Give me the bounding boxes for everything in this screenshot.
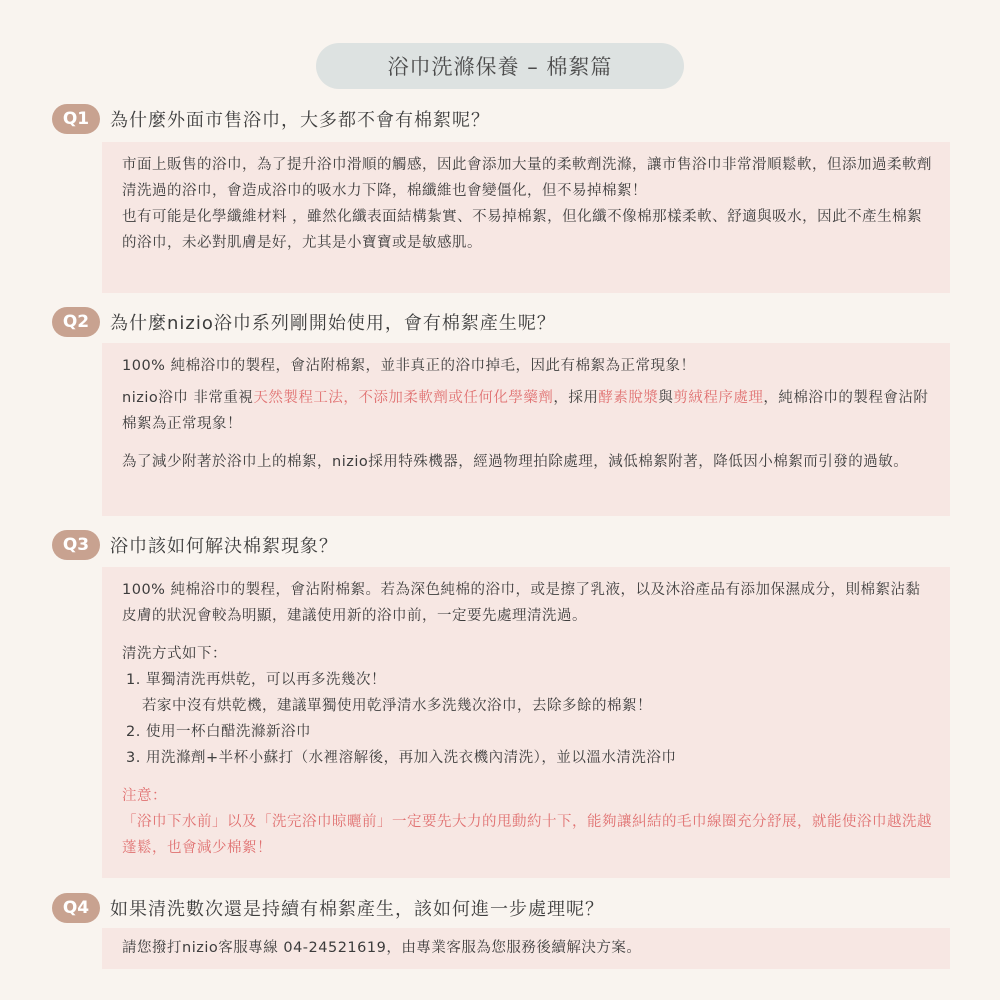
q2-paragraph-3: 為了減少附著於浴巾上的棉絮，nizio採用特殊機器，經過物理拍除處理，減低棉絮附著，降低因小棉絮而引發的過敏。 [122,454,909,470]
q2-p2-highlight-2: 酵素脫漿 [598,390,659,406]
q1-question: 為什麼外面市售浴巾，大多都不會有棉絮呢？ [110,110,490,131]
q2-question: 為什麼nizio浴巾系列剛開始使用，會有棉絮產生呢？ [110,313,556,334]
question-3 [52,528,338,562]
q1-paragraph-2: 也有可能是化學纖維材料 ，雖然化纖表面結構紮實、不易掉棉絮，但化纖不像棉那樣柔軟、舒適與吸水，因此不產生棉絮的浴巾，未必對肌膚是好，尤其是小寶寶或是敏感肌。 [122,209,923,251]
q3-paragraph-1: 100% 純棉浴巾的製程，會沾附棉絮。若為深色純棉的浴巾，或是擦了乳液，以及沐浴產品有添加保濕成分，則棉絮沾黏皮膚的狀況會較為明顯，建議使用新的浴巾前，一定要先處理清洗過。 [122,582,921,624]
q2-p2-text-d: ，純棉浴巾的製程會沾附棉絮為正常現象！ [122,390,929,432]
question-4 [52,891,604,925]
q2-badge: Q2 [52,307,100,337]
q3-list-item-2: 2. 使用一杯白醋洗滌新浴巾 [126,724,311,740]
q3-list-item-1: 1. 單獨清洗再烘乾，可以再多洗幾次！ [126,672,386,688]
q2-p2-text-b: ，採用 [553,390,599,406]
answer-1 [102,142,950,293]
q3-list-item-1-sub: 若家中沒有烘乾機，建議單獨使用乾淨清水多洗幾次浴巾，去除多餘的棉絮！ [142,698,652,714]
q3-list-item-3: 3. 用洗滌劑+半杯小蘇打（水裡溶解後，再加入洗衣機內清洗），並以溫水清洗浴巾 [126,750,677,766]
q3-note-title: 注意： [122,788,167,804]
q1-badge: Q1 [52,104,100,134]
answer-4 [102,928,950,969]
q2-paragraph-2 [122,385,932,437]
page-title: 浴巾洗滌保養 – 棉絮篇 [316,43,684,89]
q3-note-text: 「浴巾下水前」以及「洗完浴巾晾曬前」一定要先大力的甩動約十下，能夠讓糾結的毛巾線圈充分舒展，就能使浴巾越洗越蓬鬆，也會減少棉絮！ [122,814,932,856]
q2-p2-highlight-3: 剪絨程序處理 [673,390,764,406]
q1-paragraph-1: 市面上販售的浴巾，為了提升浴巾滑順的觸感，因此會添加大量的柔軟劑洗滌，讓市售浴巾非常滑順鬆軟，但添加過柔軟劑清洗過的浴巾，會造成浴巾的吸水力下降，棉纖維也會變僵化，但不易掉棉絮！ [122,157,932,199]
q4-badge: Q4 [52,893,100,923]
q3-question: 浴巾該如何解決棉絮現象？ [110,536,338,557]
answer-3 [102,567,950,878]
question-2 [52,305,556,339]
question-1 [52,102,490,136]
q3-method-title: 清洗方式如下： [122,646,227,662]
q4-question: 如果清洗數次還是持續有棉絮產生，該如何進一步處理呢？ [110,899,604,920]
answer-2 [102,343,950,516]
q2-p2-highlight-1: 天然製程工法，不添加柔軟劑或任何化學藥劑 [253,390,554,406]
q4-paragraph-1: 請您撥打nizio客服專線 04-24521619，由專業客服為您服務後續解決方案。 [122,940,642,956]
q2-p2-text-a: nizio浴巾 非常重視 [122,390,254,406]
q2-paragraph-1: 100% 純棉浴巾的製程，會沾附棉絮，並非真正的浴巾掉毛，因此有棉絮為正常現象！ [122,358,696,374]
q2-p2-text-c: 與 [658,390,674,406]
q3-badge: Q3 [52,530,100,560]
